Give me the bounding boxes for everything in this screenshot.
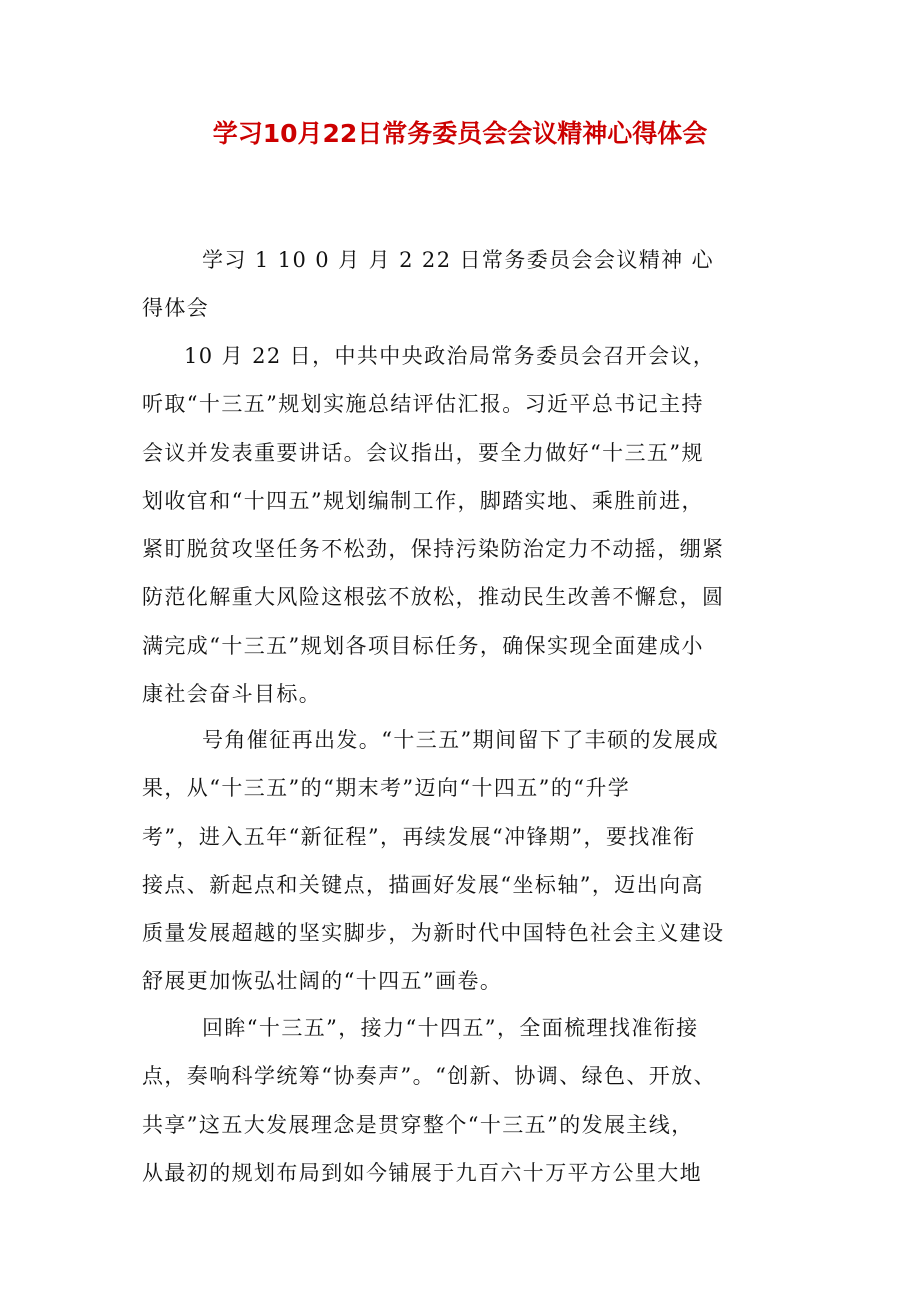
document-title: 学习10月22日常务委员会会议精神心得体会 — [212, 119, 708, 148]
paragraph-line: 果，从“十三五”的“期末考”迈向“十四五”的“升学 — [142, 776, 631, 801]
paragraph-line: 共享”这五大发展理念是贯穿整个“十三五”的发展主线， — [142, 1112, 694, 1137]
paragraph-line: 质量发展超越的坚实脚步，为新时代中国特色社会主义建设 — [142, 921, 725, 946]
paragraph-line: 10 月 22 日，中共中央政治局常务委员会召开会议， — [184, 344, 716, 368]
subtitle-block — [142, 236, 782, 333]
paragraph-line: 听取“十三五”规划实施总结评估汇报。习近平总书记主持 — [142, 392, 704, 417]
paragraph-line: 从最初的规划布局到如今铺展于九百六十万平方公里大地 — [142, 1160, 702, 1185]
paragraph-line: 满完成“十三五”规划各项目标任务，确保实现全面建成小 — [142, 633, 704, 658]
paragraph-line: 舒展更加恢弘壮阔的“十四五”画卷。 — [142, 969, 503, 994]
paragraph-line: 考”，进入五年“新征程”，再续发展“冲锋期”，要找准衔 — [142, 824, 696, 849]
paragraph-line: 回眸“十三五”，接力“十四五”，全面梳理找准衔接 — [202, 1016, 699, 1040]
paragraph-line: 接点、新起点和关键点，描画好发展“坐标轴”，迈出向高 — [142, 872, 704, 897]
paragraph-1 — [142, 332, 782, 718]
subtitle-line: 得体会 — [142, 296, 210, 321]
paragraph-line: 康社会奋斗目标。 — [142, 682, 322, 707]
paragraph-line: 划收官和“十四五”规划编制工作，脚踏实地、乘胜前进， — [142, 488, 704, 513]
paragraph-line: 号角催征再出发。“十三五”期间留下了丰硕的发展成 — [202, 728, 720, 752]
paragraph-3 — [142, 1004, 782, 1197]
paragraph-line: 防范化解重大风险这根弦不放松，推动民生改善不懈怠，圆 — [142, 585, 725, 610]
paragraph-line: 紧盯脱贫攻坚任务不松劲，保持污染防治定力不动摇，绷紧 — [142, 537, 725, 562]
paragraph-line: 点，奏响科学统筹“协奏声”。“创新、协调、绿色、开放、 — [142, 1064, 717, 1089]
paragraph-line: 会议并发表重要讲话。会议指出，要全力做好“十三五”规 — [142, 440, 704, 465]
subtitle-line: 学习 1 10 0 月 月 2 22 日常务委员会会议精神 心 — [202, 248, 715, 272]
paragraph-2 — [142, 716, 782, 1006]
